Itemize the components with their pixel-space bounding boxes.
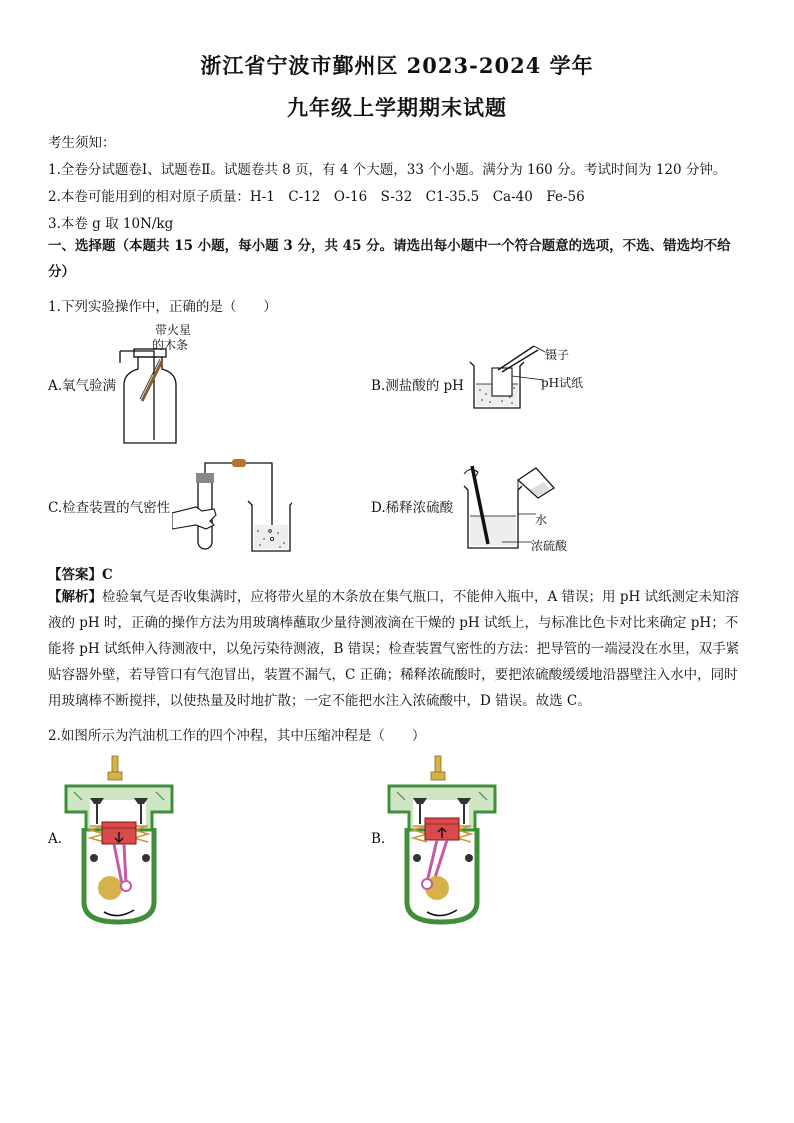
q1-option-a-label: A.氧气验满 [48, 378, 117, 394]
q1-option-a-note-2: 的木条 [152, 338, 189, 352]
q1-option-d-label: D.稀释浓硫酸 [371, 500, 454, 516]
engine-a-figure [60, 752, 178, 927]
notice-item-3: 3.本卷 g 取 10N/kg [48, 216, 174, 232]
ph-paper-label: pH试纸 [541, 376, 584, 390]
q2-option-b-label: B. [371, 831, 386, 847]
notice-item-1: 1.全卷分试题卷Ⅰ、试题卷Ⅱ。试题卷共 8 页，有 4 个大题，33 个小题。满分为 160 分。考试时间为 120 分钟。 [48, 162, 727, 178]
q1-stem: 1.下列实验操作中，正确的是（ ） [48, 299, 277, 315]
engine-b-figure [383, 752, 501, 927]
analysis-tag: 【解析】 [48, 589, 102, 605]
q2-stem: 2.如图所示为汽油机工作的四个冲程，其中压缩冲程是（ ） [48, 728, 426, 744]
q1-answer: 【答案】C [48, 567, 113, 583]
exam-subtitle: 九年级上学期期末试题 [287, 95, 507, 120]
q1-option-c-label: C.检查装置的气密性 [48, 500, 171, 516]
dilution-figure [458, 458, 560, 553]
section-heading: 一、选择题（本题共 15 小题，每小题 3 分，共 45 分。请选出每小题中一个符合题意的选项，不选、错选均不给分） [48, 238, 731, 280]
analysis-text: 检验氧气是否收集满时，应将带火星的木条放在集气瓶口，不能伸入瓶中，A 错误；用 pH 试纸测定未知溶液的 pH 时，正确的操作方法为用玻璃棒蘸取少量待测液滴在干燥的 pH 试纸上，与标准比色卡对比来确定 pH；不能将 pH 试纸伸入待测液中，以免污染待测液，B 错误；检查装置气密性的方法：把导管的一端浸没在水里，双手紧贴容器外壁，若导管口有气泡冒出，装置不漏气，C 正确；稀释浓硫酸时，要把浓硫酸缓缓地沿器壁注入水中，同时用玻璃棒不断搅拌，以使热量及时地扩散；一定不能把水注入浓硫酸中，D 错误。故选 C。 [48, 589, 740, 709]
ph-beaker-figure [462, 340, 547, 415]
q1-option-a-note-1: 带火星 [155, 323, 192, 337]
gas-bottle-figure [110, 345, 190, 450]
notice-item-2: 2.本卷可能用到的相对原子质量：H-1 C-12 O-16 S-32 C1-35.5 Ca-40 Fe-56 [48, 189, 585, 205]
q1-analysis [48, 584, 748, 714]
exam-title: 浙江省宁波市鄞州区 2023-2024 学年 [200, 53, 594, 78]
q2-option-a-label: A. [48, 831, 63, 847]
airtightness-figure [172, 455, 292, 555]
water-label: 水 [535, 513, 548, 527]
notice-heading: 考生须知： [48, 135, 116, 151]
q1-option-b-label: B.测盐酸的 pH [371, 378, 464, 394]
tweezers-label: 镊子 [545, 348, 570, 362]
acid-label: 浓硫酸 [531, 539, 568, 553]
